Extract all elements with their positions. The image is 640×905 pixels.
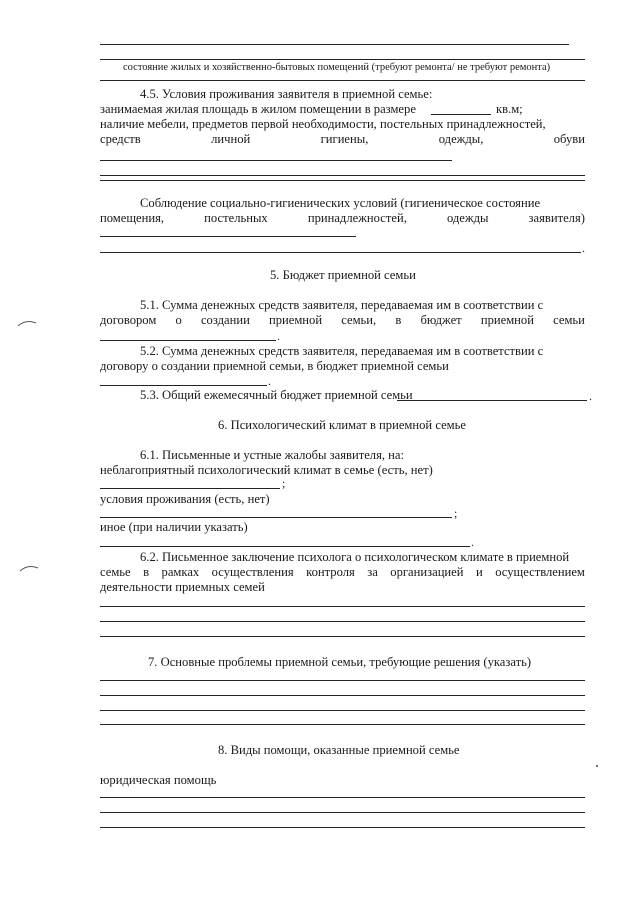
p5-2-line-2: договору о создании приемной семьи, в бюджет приемной семьи <box>100 359 449 373</box>
period-mark: . <box>277 329 280 343</box>
living-conditions-label: условия проживания (есть, нет) <box>100 492 270 506</box>
fill-line[interactable] <box>100 606 585 607</box>
word: осуществления <box>211 565 294 579</box>
fill-line[interactable] <box>100 797 585 798</box>
section-8-title: 8. Виды помощи, оказанные приемной семье <box>218 743 460 757</box>
fill-line[interactable] <box>100 680 585 681</box>
climate-complaint-input[interactable] <box>100 488 280 489</box>
section-6-title: 6. Психологический климат в приемной семье <box>218 418 466 432</box>
fill-line[interactable] <box>100 180 585 181</box>
section-7-title: 7. Основные проблемы приемной семьи, требующие решения (указать) <box>148 655 532 669</box>
fill-line[interactable] <box>100 812 585 813</box>
legal-aid-label: юридическая помощь <box>100 773 217 787</box>
word: приемной <box>480 313 534 327</box>
fill-line[interactable] <box>100 252 581 253</box>
section-5-title: 5. Бюджет приемной семьи <box>270 268 416 282</box>
p6-2-line-2 <box>100 565 585 579</box>
word: в <box>143 565 150 579</box>
word: постельных <box>204 211 268 225</box>
p5-3: 5.3. Общий ежемесячный бюджет приемной семьи <box>140 388 413 402</box>
fill-line[interactable] <box>100 236 356 237</box>
p5-1-line-1: 5.1. Сумма денежных средств заявителя, передаваемая им в соответствии с <box>140 298 544 312</box>
word: принадлежностей, <box>307 211 407 225</box>
period-mark: . <box>582 241 585 255</box>
section-4-5-heading: 4.5. Условия проживания заявителя в приемной семье: <box>140 87 433 101</box>
word: одежды, <box>438 132 484 146</box>
sanitary-line-2 <box>100 211 585 225</box>
hygiene-line <box>100 132 585 146</box>
other-input[interactable] <box>100 546 470 547</box>
word: осуществлением <box>495 565 585 579</box>
living-conditions-input[interactable] <box>100 517 452 518</box>
word: личной <box>211 132 251 146</box>
word: приемной <box>268 313 323 327</box>
sanitary-line-1: Соблюдение социально-гигиенических условий (гигиеническое состояние <box>140 196 541 210</box>
total-budget-input[interactable] <box>397 400 587 401</box>
p6-2-line-1: 6.2. Письменное заключение психолога о психологическом климате в приемной <box>140 550 570 564</box>
word: заявителя) <box>528 211 585 225</box>
other-label: иное (при наличии указать) <box>100 520 248 534</box>
word: рамках <box>161 565 200 579</box>
fill-line[interactable] <box>100 695 585 696</box>
fill-line[interactable] <box>100 827 585 828</box>
word: и <box>475 565 483 579</box>
fill-line[interactable] <box>100 724 585 725</box>
speck-mark <box>596 765 598 767</box>
fill-line[interactable] <box>100 636 585 637</box>
binder-hole-mark <box>16 318 40 328</box>
fill-line[interactable] <box>100 175 585 176</box>
word: семьи, <box>341 313 377 327</box>
word: в <box>395 313 402 327</box>
p6-1-line-2: неблагоприятный психологический климат в семье (есть, нет) <box>100 463 433 477</box>
fill-line[interactable] <box>100 621 585 622</box>
fill-line[interactable] <box>100 710 585 711</box>
amount-5-2-input[interactable] <box>100 385 267 386</box>
word: бюджет <box>420 313 462 327</box>
fill-line[interactable] <box>100 44 569 45</box>
p6-2-line-3: деятельности приемных семей <box>100 580 265 594</box>
amount-5-1-input[interactable] <box>100 340 276 341</box>
p5-1-line-2 <box>100 313 585 327</box>
word: средств <box>100 132 141 146</box>
word: организацией <box>390 565 464 579</box>
living-area-input[interactable] <box>431 114 491 115</box>
word: о <box>175 313 182 327</box>
word: семьи <box>553 313 585 327</box>
period-mark: . <box>471 535 474 549</box>
area-unit-label: кв.м; <box>496 102 523 116</box>
semicolon-mark: ; <box>282 476 286 490</box>
word: помещения, <box>100 211 165 225</box>
word: обуви <box>553 132 585 146</box>
binder-hole-mark <box>18 563 42 573</box>
word: договором <box>100 313 157 327</box>
p5-2-line-1: 5.2. Сумма денежных средств заявителя, передаваемая им в соответствии с <box>140 344 544 358</box>
fill-line[interactable] <box>100 160 452 161</box>
housing-condition-note: состояние жилых и хозяйственно-бытовых помещений (требуют ремонта/ не требуют ремонта) <box>123 62 551 73</box>
period-mark: . <box>268 374 271 388</box>
fill-line[interactable] <box>100 59 585 60</box>
word: гигиены, <box>320 132 369 146</box>
semicolon-mark: ; <box>454 506 458 520</box>
fill-line[interactable] <box>100 80 585 81</box>
p6-1-line-1: 6.1. Письменные и устные жалобы заявителя, на: <box>140 448 405 462</box>
word: семье <box>100 565 131 579</box>
word: за <box>367 565 378 579</box>
word: контроля <box>306 565 355 579</box>
word: одежды <box>446 211 489 225</box>
living-area-label: занимаемая жилая площадь в жилом помещении в размере <box>100 102 416 116</box>
furniture-line: наличие мебели, предметов первой необходимости, постельных принадлежностей, <box>100 117 546 131</box>
word: создании <box>200 313 250 327</box>
period-mark: . <box>589 389 592 403</box>
